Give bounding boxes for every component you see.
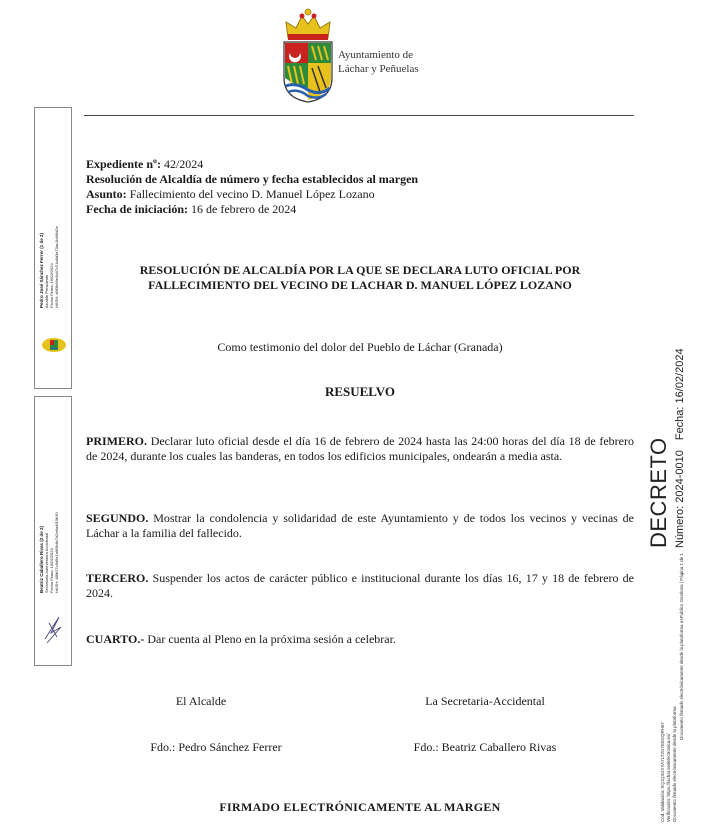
expediente-line [86, 157, 606, 172]
signature-box-secretary [34, 396, 72, 666]
paragraph-cuarto [86, 632, 634, 647]
header-divider [84, 115, 634, 116]
paragraph-tercero [86, 571, 634, 601]
fecha-line [86, 202, 606, 217]
signer1-role: Alcalde Presidente [44, 274, 49, 308]
organization-name [338, 48, 419, 76]
title-line-1: RESOLUCIÓN DE ALCALDÍA POR LA QUE SE DECLARA LUTO OFICIAL POR [139, 263, 581, 277]
signer1-date: Fecha Firma: 16/02/2024 [49, 263, 54, 308]
signer2-name: Beatriz Caballero Rivas (2 de 2) [39, 525, 44, 593]
decree-details [674, 338, 686, 548]
org-line-1: Ayuntamiento de [338, 49, 414, 61]
decree-number: Número: 2024-0010 [674, 450, 686, 548]
signature-box-mayor [34, 107, 72, 389]
document-meta [86, 157, 606, 217]
decree-date: Fecha: 16/02/2024 [674, 348, 686, 441]
signature-role-mayor: El Alcalde [175, 694, 227, 708]
signature-name-mayor: Fdo.: Pedro Sánchez Ferrer [150, 740, 282, 754]
expediente-value: 42/2024 [163, 157, 204, 171]
signer2-date: Fecha Firma: 16/02/2024 [49, 548, 54, 593]
signer2-details [39, 512, 59, 593]
validation-line-2: Verificación: https://lachar.sedelectronica.es/ [666, 733, 671, 822]
resuelvo-heading: RESUELVO [324, 384, 396, 399]
signer2-hash: HASH: 4f8b27c6d5e1a9f3b8c7d2e6a4f19b30 [54, 512, 59, 593]
validation-code [660, 706, 678, 822]
fecha-label: Fecha de iniciación: [86, 202, 188, 216]
expediente-label: Expediente nº: [86, 157, 161, 171]
signature-name-secretary: Fdo.: Beatriz Caballero Rivas [413, 740, 557, 754]
platform-note: Documento firmado electrónicamente desde la plataforma esPublico Gestiona | Página 1 de 1 [679, 552, 684, 740]
document-title [100, 263, 620, 293]
decree-stamp [646, 338, 686, 548]
handwritten-signature-icon [41, 609, 65, 647]
paragraph-label: CUARTO.- [86, 632, 145, 646]
paragraph-label: SEGUNDO. [86, 511, 149, 525]
coat-of-arms-icon [276, 8, 340, 104]
paragraph-text: Suspender los actos de carácter público e institucional durante los días 16, 17 y 18 de febrero de 2024. [86, 571, 634, 600]
paragraph-segundo [86, 511, 634, 541]
validation-line-3: Documento firmado electrónicamente desde la plataforma [672, 706, 677, 822]
org-line-2: Láchar y Peñuelas [338, 63, 419, 75]
paragraph-text: Mostrar la condolencia y solidaridad de este Ayuntamiento y de todos los vecinos y vecinas de Láchar a la familia del fallecido. [86, 511, 634, 540]
validation-line-1: Cód. Validación: 9QJQ3GXYA7LT2G7E5GQRH67 [660, 721, 665, 822]
paragraph-text: Dar cuenta al Pleno en la próxima sesión a celebrar. [144, 632, 396, 646]
title-line-2: FALLECIMIENTO DEL VECINO DE LACHAR D. MANUEL LÓPEZ LOZANO [148, 278, 572, 292]
paragraph-label: PRIMERO. [86, 434, 147, 448]
testimony-text: Como testimonio del dolor del Pueblo de Láchar (Granada) [217, 340, 503, 354]
signature-role-secretary: La Secretaria-Accidental [425, 694, 545, 708]
paragraph-label: TERCERO. [86, 571, 149, 585]
paragraph-text: Declarar luto oficial desde el día 16 de febrero de 2024 hasta las 24:00 horas del día 18 de febrero de 2024, durante los cuales las banderas, en todos los edificios municipales, ondearán a media asta. [86, 434, 634, 463]
paragraph-primero [86, 434, 634, 464]
signer2-role: Secretaria-Interventora Accidental [44, 532, 49, 593]
asunto-line [86, 187, 606, 202]
asunto-value: Fallecimiento del vecino D. Manuel López Lozano [129, 187, 375, 201]
signer1-details [39, 226, 59, 308]
decree-title: DECRETO [646, 437, 671, 548]
asunto-label: Asunto: [86, 187, 127, 201]
mini-coat-of-arms-icon [41, 336, 67, 354]
fecha-value: 16 de febrero de 2024 [191, 202, 297, 216]
signer1-hash: HASH: a9f3b89e4d47c21a8d3e70ac1bf49d2e [54, 226, 59, 308]
signer1-name: Pedro José Sánchez Ferrer (1 de 2) [39, 232, 44, 308]
electronic-signature-note: FIRMADO ELECTRÓNICAMENTE AL MARGEN [219, 800, 501, 814]
resolucion-line: Resolución de Alcaldía de número y fecha establecidos al margen [86, 172, 419, 186]
